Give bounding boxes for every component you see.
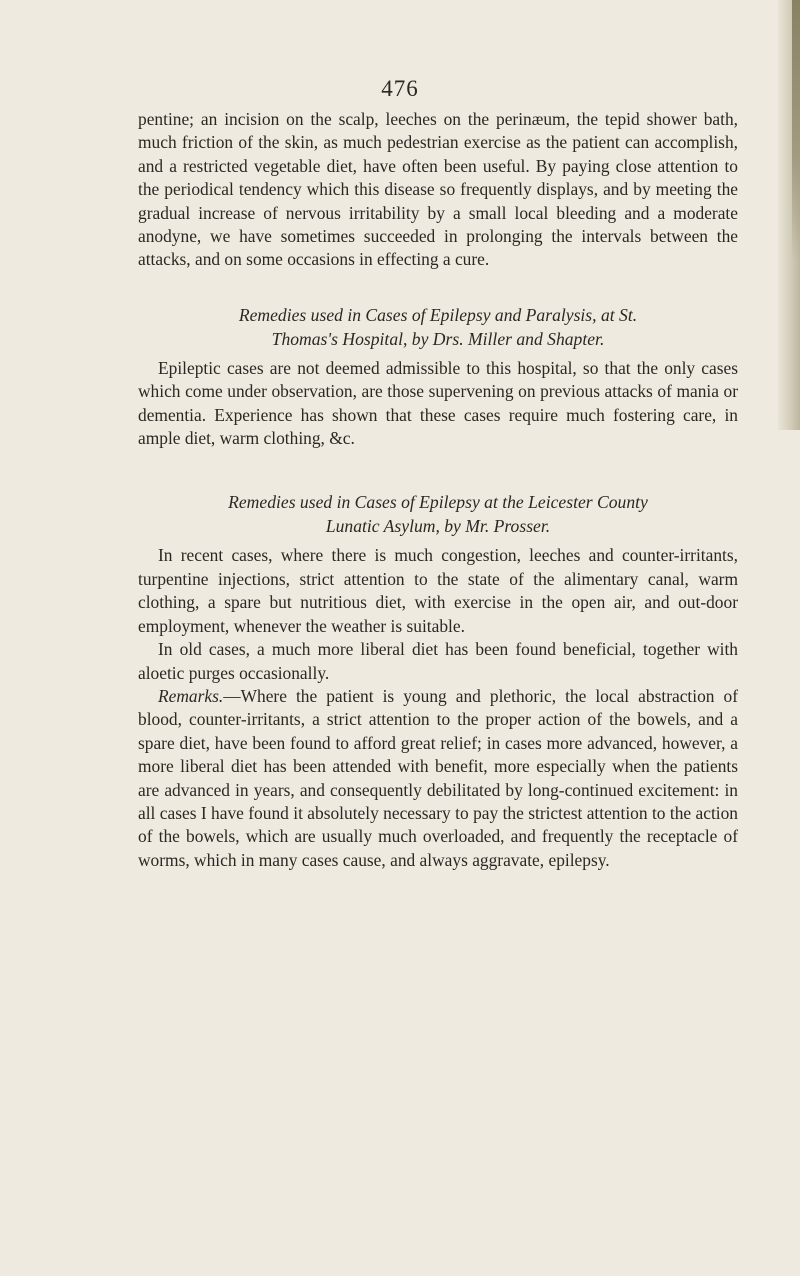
- section-heading-st-thomas-line-1: Remedies used in Cases of Epilepsy and Paralysis, at St.: [238, 304, 638, 325]
- section-heading-leicester-line-2: Lunatic Asylum, by Mr. Prosser.: [325, 516, 551, 537]
- section-heading-leicester-line-1: Remedies used in Cases of Epilepsy at the Leicester County: [228, 492, 648, 513]
- section-heading-st-thomas-line-2: Thomas's Hospital, by Drs. Miller and Shapter.: [271, 328, 605, 349]
- page-text: [138, 108, 738, 872]
- remarks-paragraph: [138, 685, 738, 872]
- page-number: 476: [381, 76, 419, 101]
- recent-cases-paragraph: In recent cases, where there is much congestion, leeches and counter-irritants, turpentine injections, strict attention to the state of the alimentary canal, warm clothing, a spare but nutritious diet, with exercise in the open air, and out-door employment, whenever the weather is suitable.: [138, 545, 738, 636]
- intro-paragraph: pentine; an incision on the scalp, leeches on the perinæum, the tepid shower bath, much friction of the skin, as much pedestrian exercise as the patient can accomplish, and a restricted vegetable diet, have often been useful. By paying close attention to the periodical tendency which this disease so frequently displays, and by meeting the gradual increase of nervous irritability by a small local bleeding and a moderate anodyne, we have sometimes succeeded in prolonging the intervals between the attacks, and on some occasions in effecting a cure.: [138, 109, 738, 270]
- remarks-text: —Where the patient is young and plethoric, the local abstraction of blood, counter-irritants, a strict attention to the proper action of the bowels, and a spare diet, have been found to afford great relief; in cases more advanced, however, a more liberal diet has been attended with benefit, more especially when the patients are advanced in years, and consequently debilitated by long-continued excitement: in all cases I have found it absolutely necessary to pay the strictest attention to the action of the bowels, which are usually much overloaded, and frequently the receptacle of worms, which in many cases cause, and always aggravate, epilepsy.: [138, 685, 738, 870]
- remarks-label: Remarks.: [158, 685, 224, 706]
- old-cases-paragraph: In old cases, a much more liberal diet has been found beneficial, together with aloetic purges occasionally.: [138, 639, 738, 683]
- page-edge-dark: [792, 0, 800, 260]
- st-thomas-paragraph: Epileptic cases are not deemed admissible to this hospital, so that the only cases which come under observation, are those supervening on previous attacks of mania or dementia. Experience has shown that these cases require much fostering care, in ample diet, warm clothing, &c.: [138, 357, 738, 449]
